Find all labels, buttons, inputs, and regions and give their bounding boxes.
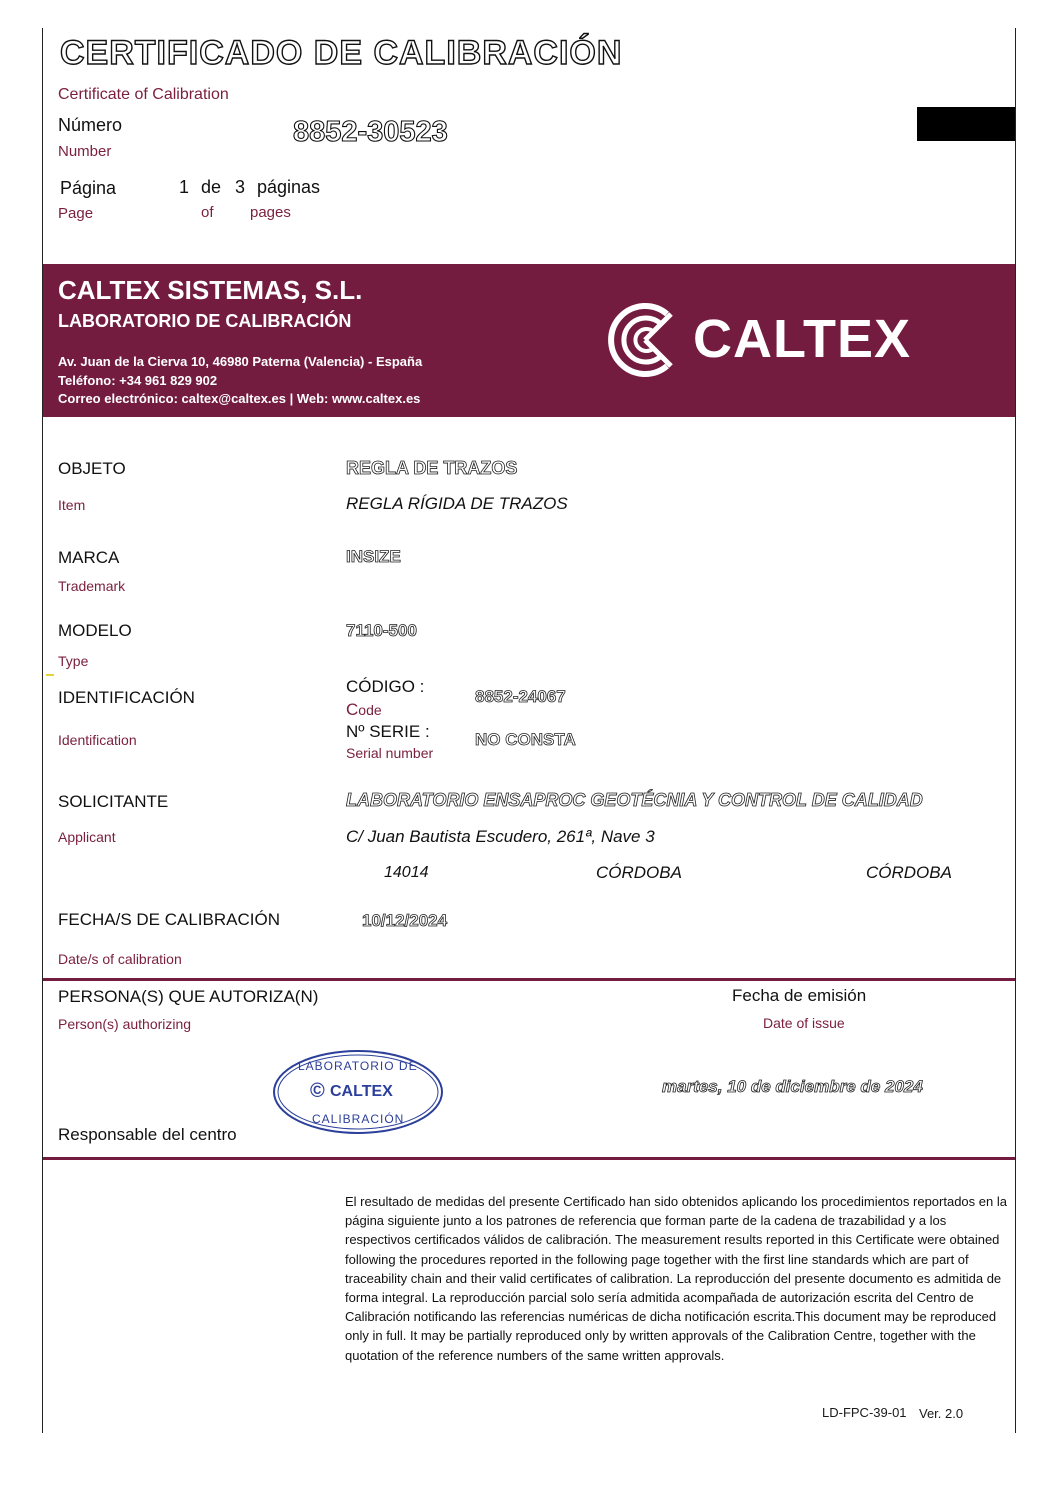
company-subtitle: LABORATORIO DE CALIBRACIÓN [58, 311, 352, 331]
solicitante-label: SOLICITANTE [58, 792, 169, 811]
margin-marker [46, 674, 54, 676]
certificate-title-en: Certificate of Calibration [58, 86, 229, 103]
document-code: LD-FPC-39-01 [822, 1405, 907, 1420]
codigo-label-en [346, 700, 382, 720]
legal-paragraph: El resultado de medidas del presente Certificado han sido obtenidos aplicando los procedimientos reportados en la página siguiente junto a los patrones de referencia que forman parte de la cadena de trazabilidad y a los respectivos certificados válidos de calibración. The measurement results reported in this Certificate were obtained following the procedures reported in the following page together with the first line standards which are part of traceability chain and their valid certificates of calibration. La reproducción del presente documento es admitida de forma integral. La reproducción parcial solo sería admitida acompañada de autorización escrita del Centro de Calibración notificando las referencias numéricas de dicha notificación escrita.This document may be reproduced only in full. It may be partially reproduced only by written approvals of the Calibration Centre, together with the quotation of the reference numbers of the same written approvals. [345, 1194, 1007, 1363]
fecha-value: 10/12/2024 [362, 911, 448, 930]
solicitante-city: CÓRDOBA [596, 863, 682, 882]
issue-date-label: Fecha de emisión [732, 986, 867, 1005]
modelo-label-en: Type [58, 653, 89, 669]
section-divider-top [43, 978, 1015, 981]
codigo-label-en-rest: ode [358, 702, 382, 718]
serie-label: Nº SERIE : [346, 722, 430, 741]
persons-label-en: Person(s) authorizing [58, 1016, 192, 1032]
identificacion-label: IDENTIFICACIÓN [58, 688, 195, 707]
responsible-label: Responsable del centro [58, 1125, 237, 1144]
fecha-label: FECHA/S DE CALIBRACIÓN [58, 910, 280, 929]
codigo-label-en-first: C [346, 700, 359, 719]
number-label: Número [58, 115, 123, 135]
company-address: Av. Juan de la Cierva 10, 46980 Paterna (Valencia) - España [58, 354, 423, 369]
marca-label-en: Trademark [58, 578, 126, 594]
left-border-line [42, 28, 43, 1433]
solicitante-address: C/ Juan Bautista Escudero, 261ª, Nave 3 [346, 827, 655, 846]
page-total: 3 [235, 177, 246, 197]
codigo-label: CÓDIGO : [346, 677, 425, 696]
caltex-logo [605, 300, 945, 380]
page-paginas: páginas [257, 177, 321, 197]
caltex-logo-icon [605, 300, 685, 380]
section-divider-bottom [43, 1157, 1015, 1160]
marca-value: INSIZE [346, 547, 401, 566]
modelo-value: 7110-500 [346, 621, 417, 640]
marca-label: MARCA [58, 548, 120, 567]
right-border-line [1015, 28, 1016, 1433]
issue-date-label-en: Date of issue [763, 1015, 845, 1031]
page-de: de [201, 177, 222, 197]
stamp-top-text: LABORATORIO DE [298, 1059, 418, 1073]
solicitante-province: CÓRDOBA [866, 863, 952, 882]
objeto-value: REGLA DE TRAZOS [346, 458, 518, 478]
company-email-web: Correo electrónico: caltex@caltex.es | Web: www.caltex.es [58, 391, 421, 406]
page-of: of [201, 204, 214, 221]
laboratory-stamp [272, 1049, 444, 1135]
company-phone: Teléfono: +34 961 829 902 [58, 373, 218, 388]
page-current: 1 [179, 177, 190, 197]
company-banner [43, 264, 1015, 417]
objeto-label: OBJETO [58, 459, 126, 478]
stamp-bottom-text: CALIBRACIÓN [312, 1112, 405, 1126]
issue-date-value: martes, 10 de diciembre de 2024 [662, 1077, 923, 1096]
modelo-label: MODELO [58, 621, 132, 640]
certificate-number: 8852-30523 [293, 116, 448, 148]
stamp-logo-icon: © [310, 1080, 325, 1102]
solicitante-name: LABORATORIO ENSAPROC GEOTÉCNIA Y CONTROL DE CALIDAD [346, 790, 923, 810]
number-label-en: Number [58, 143, 112, 160]
identificacion-label-en: Identification [58, 732, 137, 748]
company-name: CALTEX SISTEMAS, S.L. [58, 275, 363, 305]
codigo-value: 8852-24067 [475, 687, 566, 706]
page-label-en: Page [58, 205, 94, 222]
serie-label-en: Serial number [346, 745, 434, 761]
solicitante-label-en: Applicant [58, 829, 116, 845]
redaction-box [917, 107, 1015, 141]
fecha-label-en: Date/s of calibration [58, 951, 182, 967]
stamp-middle-text: CALTEX [330, 1083, 393, 1100]
document-version: Ver. 2.0 [919, 1406, 964, 1421]
objeto-label-en: Item [58, 497, 86, 513]
caltex-logo-text: CALTEX [693, 309, 911, 369]
solicitante-cp: 14014 [384, 864, 429, 881]
page-label: Página [60, 178, 117, 198]
certificate-title: CERTIFICADO DE CALIBRACIÓN [60, 34, 623, 72]
persons-label: PERSONA(S) QUE AUTORIZA(N) [58, 987, 319, 1006]
objeto-value-2: REGLA RÍGIDA DE TRAZOS [346, 494, 568, 513]
page-pages: pages [250, 204, 291, 221]
serie-value: NO CONSTA [475, 730, 576, 749]
